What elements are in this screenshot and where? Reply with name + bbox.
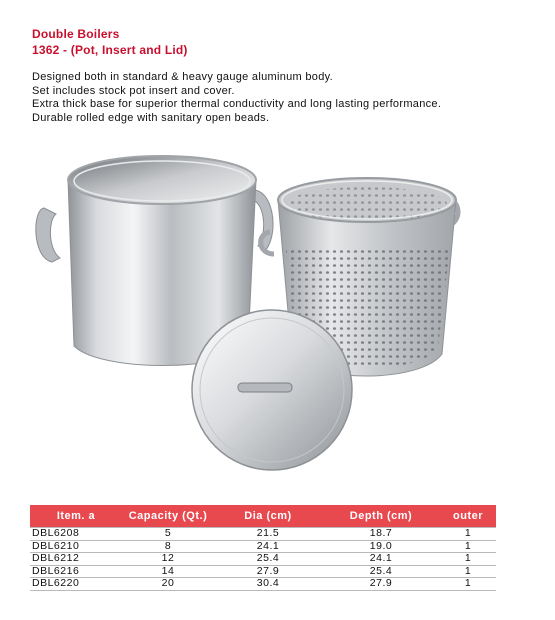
page-subtitle: 1362 - (Pot, Insert and Lid): [32, 43, 188, 57]
cell-dia: 30.4: [214, 578, 322, 591]
column-header-outer: outer: [440, 505, 496, 528]
column-header-item: Item. a: [30, 505, 122, 528]
column-header-depth: Depth (cm): [322, 505, 440, 528]
cell-item: DBL6208: [30, 528, 122, 541]
cell-outer: 1: [440, 553, 496, 566]
cell-dia: 27.9: [214, 565, 322, 578]
lid-handle: [238, 383, 292, 392]
cell-dia: 24.1: [214, 540, 322, 553]
table-row: [30, 553, 496, 566]
table-row: [30, 540, 496, 553]
column-header-dia: Dia (cm): [214, 505, 322, 528]
cell-dia: 21.5: [214, 528, 322, 541]
description-line: Durable rolled edge with sanitary open beads.: [32, 111, 270, 124]
cell-capacity: 8: [122, 540, 214, 553]
cell-capacity: 14: [122, 565, 214, 578]
cell-capacity: 20: [122, 578, 214, 591]
cell-capacity: 5: [122, 528, 214, 541]
page-title: Double Boilers: [32, 27, 120, 41]
lid: [192, 310, 352, 470]
table-row: [30, 528, 496, 541]
cell-dia: 25.4: [214, 553, 322, 566]
cell-capacity: 12: [122, 553, 214, 566]
cell-depth: 27.9: [322, 578, 440, 591]
cell-outer: 1: [440, 540, 496, 553]
cell-depth: 25.4: [322, 565, 440, 578]
product-photo: [30, 150, 500, 490]
cell-item: DBL6212: [30, 553, 122, 566]
cell-item: DBL6220: [30, 578, 122, 591]
product-description: [32, 71, 441, 125]
table-row: [30, 565, 496, 578]
table-header-row: [30, 505, 496, 528]
cell-outer: 1: [440, 528, 496, 541]
cell-depth: 24.1: [322, 553, 440, 566]
description-line: Set includes stock pot insert and cover.: [32, 84, 235, 97]
cell-depth: 19.0: [322, 540, 440, 553]
cell-outer: 1: [440, 565, 496, 578]
cell-item: DBL6210: [30, 540, 122, 553]
cell-item: DBL6216: [30, 565, 122, 578]
column-header-capacity: Capacity (Qt.): [122, 505, 214, 528]
description-line: Designed both in standard & heavy gauge aluminum body.: [32, 71, 333, 83]
cell-depth: 18.7: [322, 528, 440, 541]
cell-outer: 1: [440, 578, 496, 591]
specs-table: [30, 505, 496, 591]
table-row: [30, 578, 496, 591]
description-line: Extra thick base for superior thermal conductivity and long lasting performance.: [32, 98, 442, 111]
